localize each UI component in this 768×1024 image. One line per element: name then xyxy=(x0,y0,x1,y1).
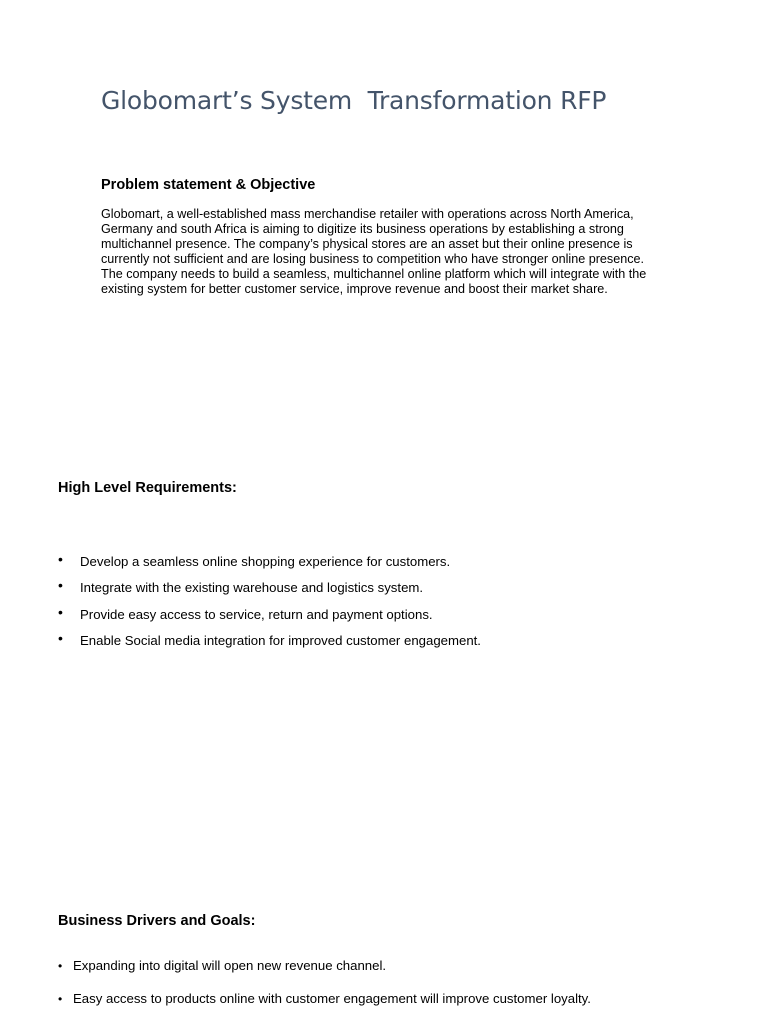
paragraph-line: Globomart, a well-established mass merchandise retailer with operations across North America, xyxy=(101,207,634,221)
requirements-list xyxy=(58,549,481,654)
bullet-icon: • xyxy=(58,603,63,620)
paragraph-line: currently not sufficient and are losing business to competition who have stronger online presence. xyxy=(101,252,645,266)
requirement-text: Develop a seamless online shopping experience for customers. xyxy=(80,554,451,569)
business-drivers-list xyxy=(58,955,591,1021)
requirement-item xyxy=(58,575,481,601)
bullet-icon: • xyxy=(58,577,63,594)
bullet-icon: • xyxy=(58,551,63,567)
requirement-item xyxy=(58,602,481,628)
problem-statement-heading: Problem statement & Objective xyxy=(101,177,316,193)
paragraph-line: Germany and south Africa is aiming to digitize its business operations by establishing a strong xyxy=(101,222,624,236)
paragraph-line: The company needs to build a seamless, multichannel online platform which will integrate with the xyxy=(101,267,647,281)
requirement-text: Integrate with the existing warehouse and logistics system. xyxy=(80,580,424,596)
driver-item xyxy=(58,988,591,1021)
bullet-icon: • xyxy=(58,629,63,646)
requirements-heading: High Level Requirements: xyxy=(58,480,237,496)
requirement-item xyxy=(58,628,481,654)
paragraph-line: existing system for better customer service, improve revenue and boost their market share. xyxy=(101,282,608,296)
requirement-item xyxy=(58,549,481,575)
business-drivers-heading: Business Drivers and Goals: xyxy=(58,913,256,929)
bullet-icon: • xyxy=(58,992,63,1006)
driver-text: Expanding into digital will open new revenue channel. xyxy=(73,958,387,973)
driver-item xyxy=(58,955,591,988)
requirement-text: Provide easy access to service, return and payment options. xyxy=(80,606,433,622)
driver-text: Easy access to products online with customer engagement will improve customer loyalty. xyxy=(73,991,591,1006)
document-title: Globomart’s System Transformation RFP xyxy=(101,86,607,115)
requirement-text: Enable Social media integration for improved customer engagement. xyxy=(80,632,481,648)
problem-statement-paragraph xyxy=(101,207,671,297)
paragraph-line: multichannel presence. The company’s physical stores are an asset but their online presence is xyxy=(101,237,633,251)
bullet-icon: • xyxy=(58,959,63,973)
